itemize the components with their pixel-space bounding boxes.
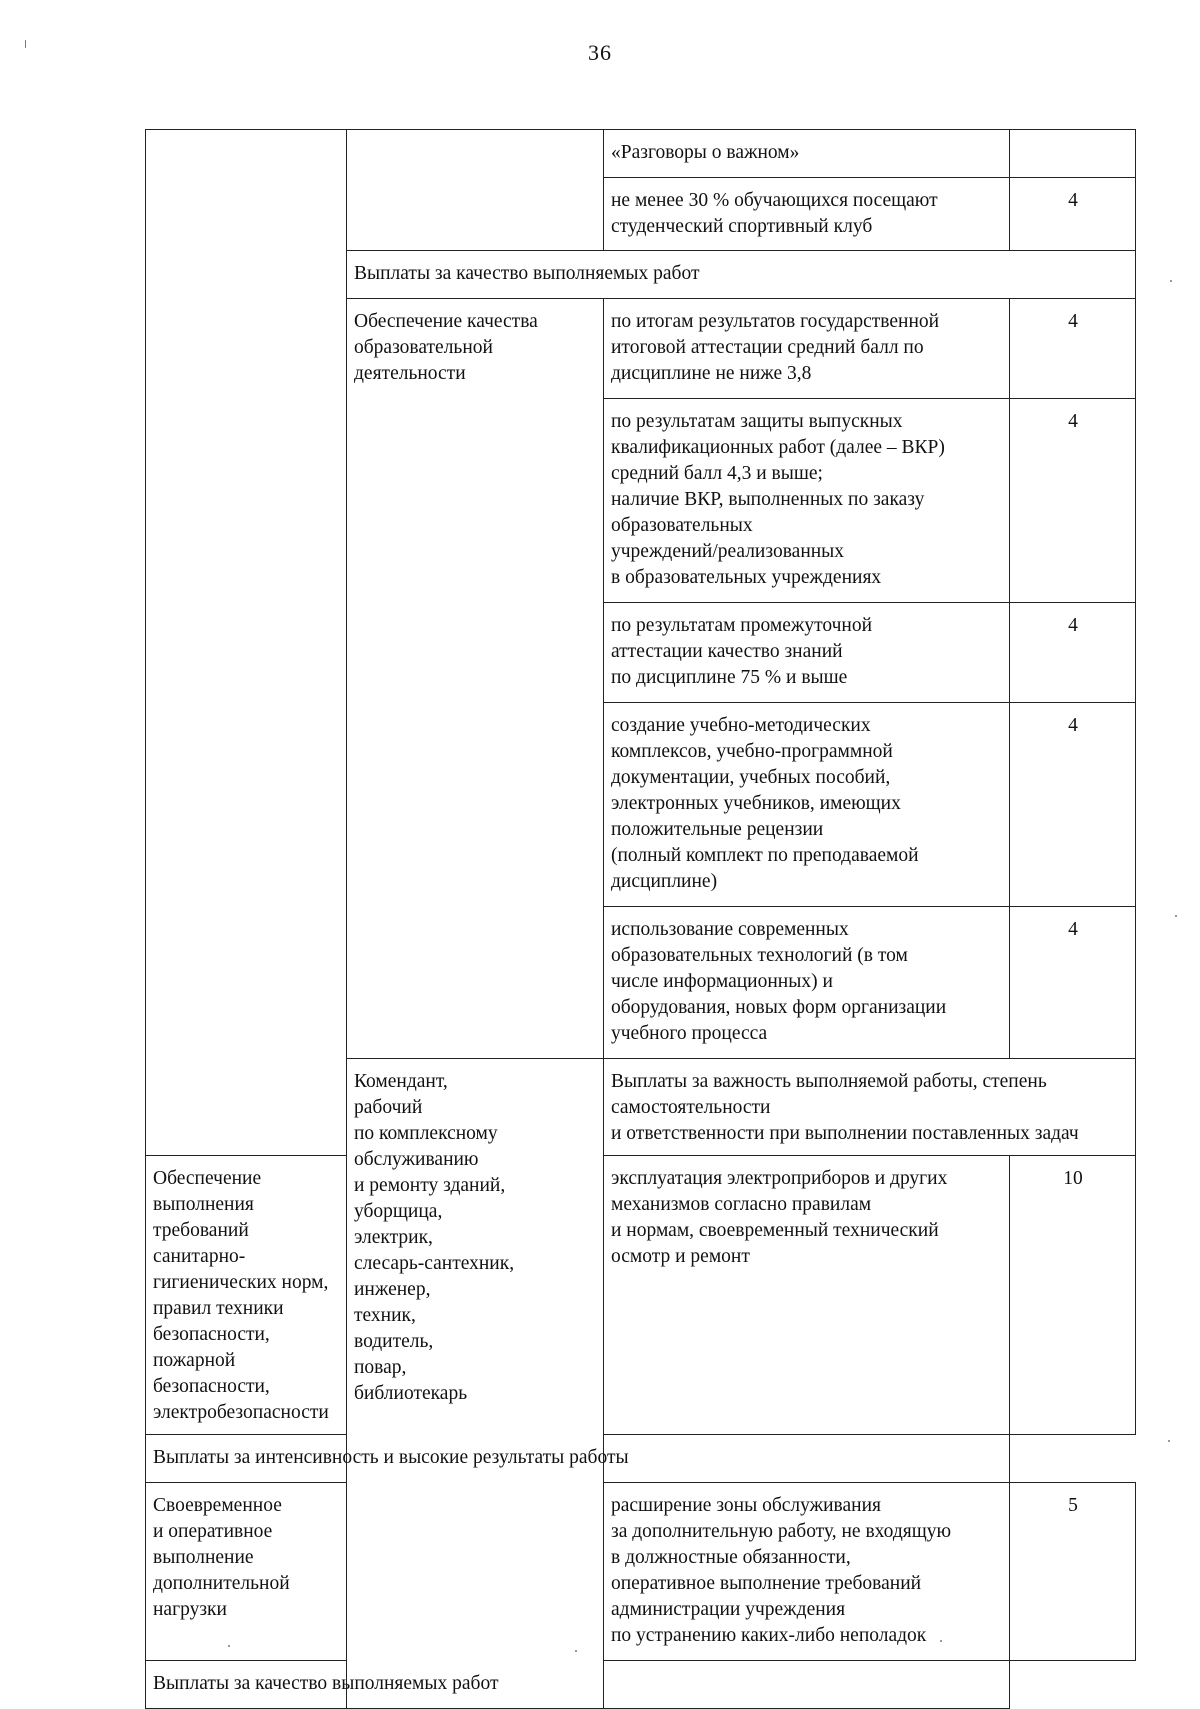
table-row [146,1156,1136,1435]
scan-speck [940,1640,942,1642]
criterion-cell: по результатам защиты выпускных квалификационных работ (далее – ВКР) средний балл 4,3 и выше; наличие ВКР, выполненных по заказу образовательных учреждений/реализованных в образовательных учреждениях [604,399,1010,603]
criterion-cell: эксплуатация электроприборов и других механизмов согласно правилам и нормам, своевременный технический осмотр и ремонт [604,1156,1010,1435]
criterion-cell: по результатам промежуточной аттестации качество знаний по дисциплине 75 % и выше [604,603,1010,703]
indicator-cell-empty [347,130,604,251]
scan-speck [1175,915,1177,917]
scan-speck [228,1645,230,1647]
score-cell: 4 [1010,178,1136,251]
section-heading: Выплаты за качество выполняемых работ [347,251,1136,299]
score-cell: 10 [1010,1156,1136,1435]
scan-speck [1168,1440,1170,1442]
indicator-cell: Обеспечение качества образовательной деятельности [347,299,604,1059]
score-cell: 5 [1010,1483,1136,1661]
indicator-cell: Обеспечение выполнения требований санитарно- гигиенических норм, правил техники безопасности, пожарной безопасности, электробезопасности [146,1156,347,1435]
score-cell: 4 [1010,603,1136,703]
criterion-cell: «Разговоры о важном» [604,130,1010,178]
section-row [146,1661,1136,1709]
score-cell [1010,130,1136,178]
section-heading: Выплаты за интенсивность и высокие результаты работы [146,1435,1010,1483]
payment-criteria-table [145,129,1136,1709]
criterion-cell: не менее 30 % обучающихся посещают студенческий спортивный клуб [604,178,1010,251]
section-row [146,1435,1136,1483]
scan-speck [1170,280,1172,282]
table-row [146,1483,1136,1661]
section-heading: Выплаты за важность выполняемой работы, степень самостоятельности и ответственности при выполнении поставленных задач [604,1059,1136,1156]
scan-speck [575,1650,577,1652]
score-cell: 4 [1010,399,1136,603]
criterion-cell: расширение зоны обслуживания за дополнительную работу, не входящую в должностные обязанности, оперативное выполнение требований администрации учреждения по устранению каких-либо неполадок [604,1483,1010,1661]
section-heading: Выплаты за качество выполняемых работ [146,1661,1010,1709]
table-row [146,130,1136,178]
score-cell: 4 [1010,299,1136,399]
indicator-cell: Своевременное и оперативное выполнение дополнительной нагрузки [146,1483,347,1661]
criterion-cell: создание учебно-методических комплексов, учебно-программной документации, учебных пособий, электронных учебников, имеющих положительные рецензии (полный комплект по преподаваемой дисциплине) [604,703,1010,907]
page-number: 36 [588,40,612,65]
criterion-cell: по итогам результатов государственной итоговой аттестации средний балл по дисциплине не ниже 3,8 [604,299,1010,399]
criterion-cell: использование современных образовательных технологий (в том числе информационных) и оборудования, новых форм организации учебного процесса [604,907,1010,1059]
position-cell-empty [146,130,347,1156]
score-cell: 4 [1010,703,1136,907]
score-cell: 4 [1010,907,1136,1059]
scan-speck [25,40,26,48]
staff-positions-cell: Комендант, рабочий по комплексному обслуживанию и ремонту зданий, уборщица, электрик, слесарь-сантехник, инженер, техник, водитель, повар, библиотекарь [347,1059,604,1709]
